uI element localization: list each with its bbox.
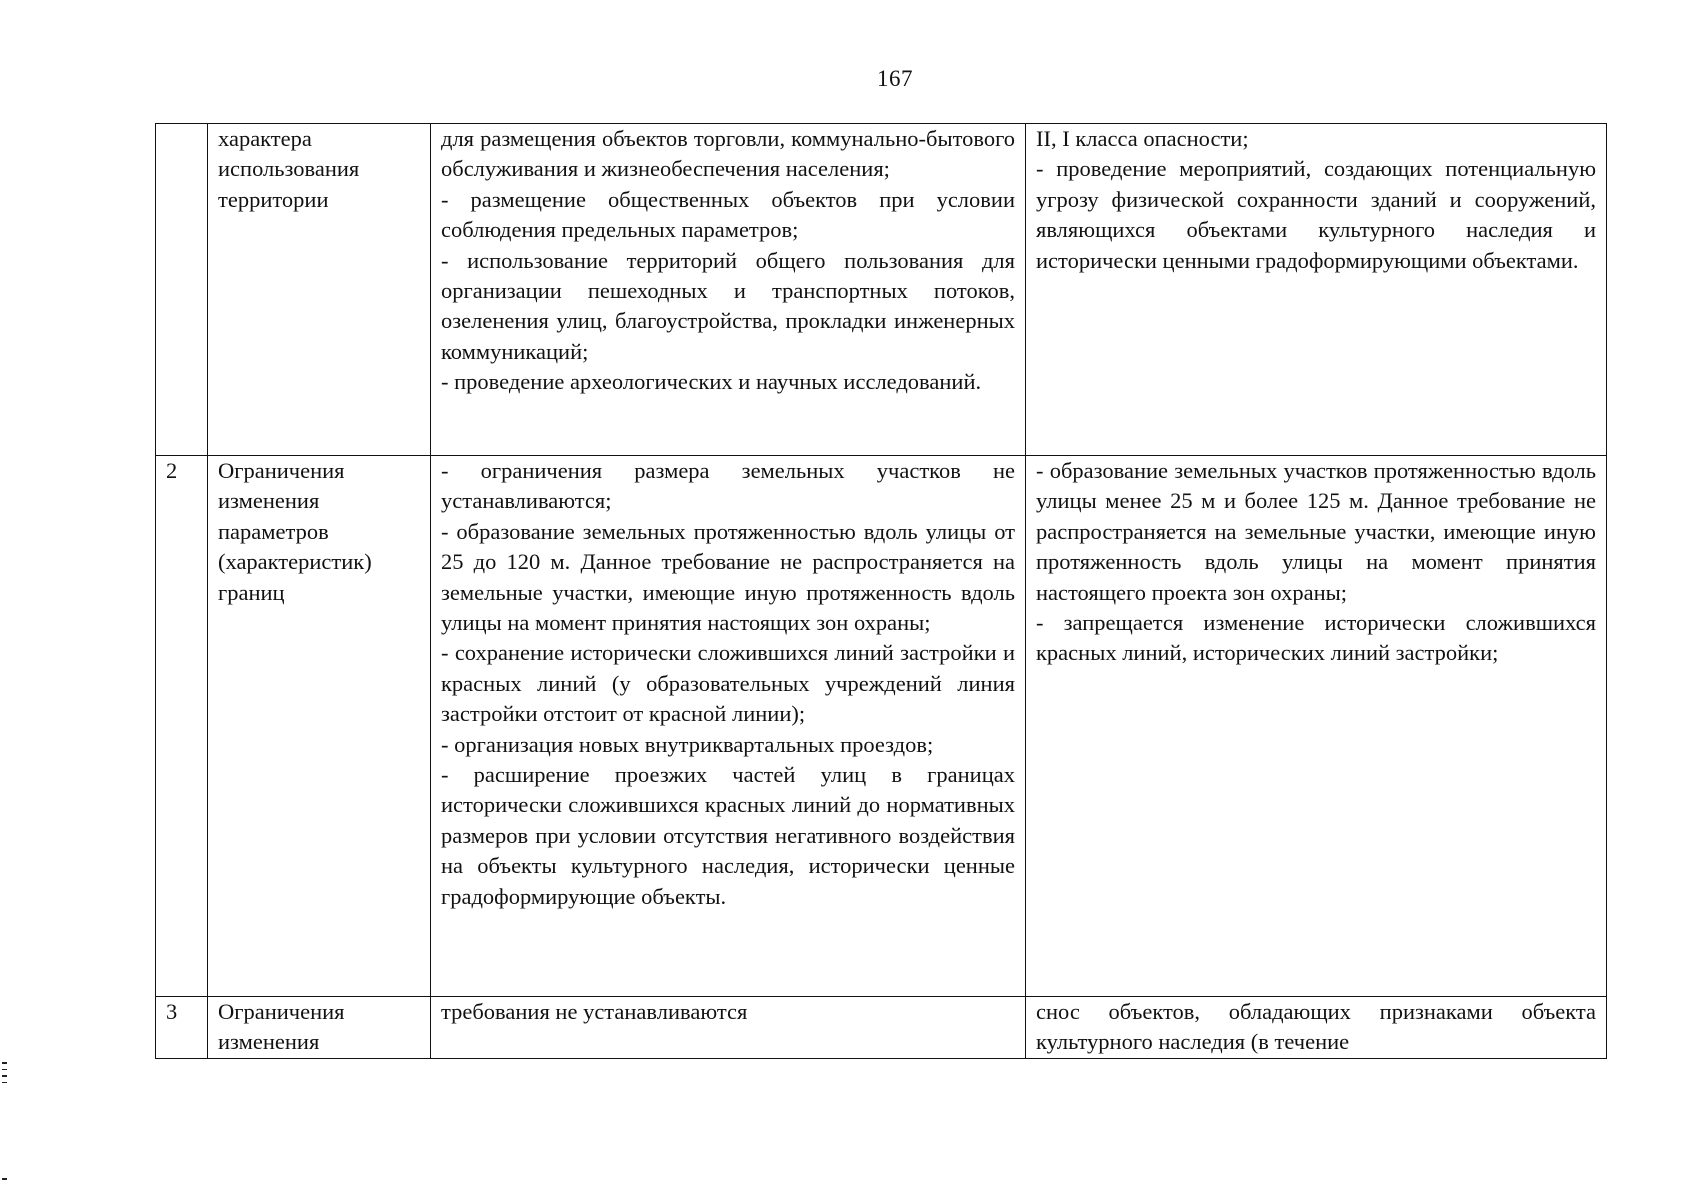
table-row [156,997,1607,1059]
row-number-cell: 3 [156,997,208,1059]
prohibition-item: - образование земельных участков протяженностью вдоль улицы менее 25 м и более 125 м. Данное требование не распространяется на земельные участки, имеющие иную протяженность вдоль улицы на момент принятия настоящего проекта зон охраны; [1036,458,1596,605]
row-number-cell [156,124,208,456]
requirement-item: - расширение проезжих частей улиц в границах исторически сложившихся красных линий до нормативных размеров при условии отсутствия негативного воздействия на объекты культурного наследия, исторически ценные градоформирующие объекты. [441,762,1015,909]
row-name-line: изменения [218,488,320,514]
row-name-line: характера [218,126,312,151]
table-row [156,124,1607,456]
scan-margin-marks [2,1062,8,1088]
requirement-item: - образование земельных протяженностью вдоль улицы от 25 до 120 м. Данное требование не распространяется на земельные участки, имеющие иную протяженность вдоль улицы на момент принятия настоящих зон охраны; [441,518,1015,636]
requirements-cell [431,124,1026,456]
restrictions-table [155,123,1607,1059]
prohibition-item: - запрещается изменение исторически сложившихся красных линий, исторических линий застройки; [1036,610,1596,666]
row-number-cell: 2 [156,456,208,997]
row-name-cell [208,997,431,1059]
row-name-line: изменения [218,1029,320,1055]
row-name-line: Ограничения [218,458,345,483]
requirement-item: - ограничения размера земельных участков не устанавливаются; [441,458,1015,514]
requirement-item: - проведение археологических и научных исследований. [441,369,982,395]
row-name-line: использования [218,156,360,182]
prohibition-item: II, I класса опасности; [1036,126,1249,151]
requirements-cell [431,456,1026,997]
row-name-line: территории [218,186,329,212]
prohibition-item: - проведение мероприятий, создающих потенциальную угрозу физической сохранности зданий и сооружений, являющихся объектами культурного наследия и исторически ценными градоформирующими объектами. [1036,156,1596,273]
scan-margin-mark [2,1178,7,1180]
table-row [156,456,1607,997]
requirement-item: - организация новых внутриквартальных проездов; [441,731,934,757]
requirements-cell [431,997,1026,1059]
prohibitions-cell [1026,997,1607,1059]
page-number: 167 [877,66,913,91]
row-name-line: параметров [218,518,329,544]
requirement-item: требования не устанавливаются [441,999,748,1024]
row-name-cell [208,124,431,456]
row-name-line: границ [218,579,285,605]
requirement-item: - использование территорий общего пользования для организации пешеходных и транспортных потоков, озеленения улиц, благоустройства, прокладки инженерных коммуникаций; [441,247,1015,364]
requirement-item: - размещение общественных объектов при условии соблюдения предельных параметров; [441,186,1015,243]
row-name-line: (характеристик) [218,549,372,575]
prohibitions-cell [1026,456,1607,997]
row-name-line: Ограничения [218,999,345,1024]
prohibitions-cell [1026,124,1607,456]
row-name-cell [208,456,431,997]
prohibition-item: снос объектов, обладающих признаками объекта культурного наследия (в течение [1036,999,1596,1055]
requirement-item: - сохранение исторически сложившихся линий застройки и красных линий (у образовательных учреждений линия застройки отстоит от красной линии); [441,640,1015,727]
requirement-item: для размещения объектов торговли, коммунально-бытового обслуживания и жизнеобеспечения населения; [441,126,1015,182]
